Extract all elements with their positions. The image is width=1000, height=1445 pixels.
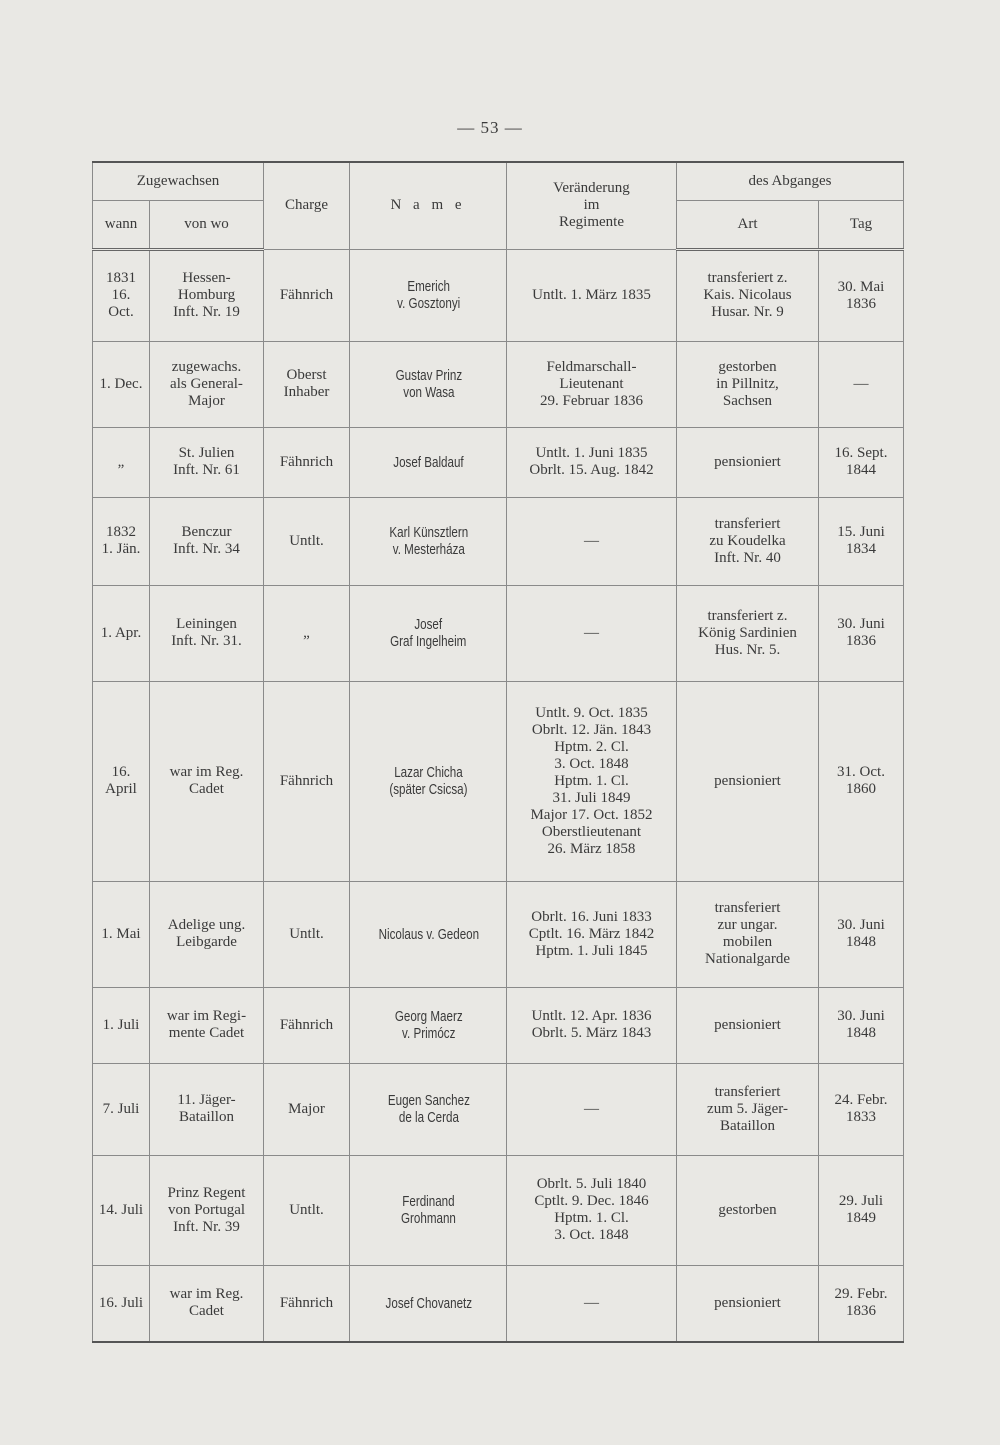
cell-veraenderung bbox=[507, 1063, 677, 1155]
tag-text: 29. Juli 1849 bbox=[838, 1193, 884, 1226]
cell-name bbox=[359, 585, 497, 681]
cell-name bbox=[359, 1063, 497, 1155]
tag-text: 31. Oct. 1860 bbox=[837, 764, 885, 797]
cell-wann bbox=[93, 249, 150, 341]
cell-von-wo bbox=[150, 1155, 264, 1265]
header-von-wo: von wo bbox=[150, 200, 264, 249]
von-wo-text: war im Reg. Cadet bbox=[169, 1286, 244, 1320]
cell-von-wo bbox=[150, 881, 264, 987]
von-wo-text: Leiningen Inft. Nr. 31. bbox=[171, 616, 242, 649]
table-row bbox=[93, 1265, 904, 1342]
veraenderung-text: Untlt. 9. Oct. 1835 Obrlt. 12. Jän. 1843 Hptm. 2. Cl. 3. Oct. 1848 Hptm. 1. Cl. 31. Juli 1849 Major 17. Oct. 1852 Oberstlieutenant 26. März 1858 bbox=[530, 704, 653, 857]
charge-text: Oberst Inhaber bbox=[283, 367, 330, 400]
cell-charge bbox=[264, 881, 350, 987]
cell-art bbox=[677, 585, 819, 681]
cell-name bbox=[359, 341, 497, 427]
table-row bbox=[93, 341, 904, 427]
cell-name bbox=[359, 427, 497, 497]
name-text: Gustav Prinz von Wasa bbox=[394, 367, 462, 401]
name-text: Emerich v. Gosztonyi bbox=[396, 278, 460, 312]
art-text: transferiert zur ungar. mobilen Nationalgarde bbox=[705, 900, 790, 967]
charge-text: Untlt. bbox=[289, 925, 324, 942]
veraenderung-text: Obrlt. 16. Juni 1833 Cptlt. 16. März 1842 Hptm. 1. Juli 1845 bbox=[528, 908, 655, 959]
cell-veraenderung bbox=[507, 249, 677, 341]
charge-text: „ bbox=[303, 624, 310, 641]
name-text: Josef Chovanetz bbox=[384, 1294, 472, 1312]
header-art: Art bbox=[677, 200, 819, 249]
cell-tag bbox=[819, 987, 904, 1063]
von-wo-text: 11. Jäger- Bataillon bbox=[177, 1092, 236, 1125]
cell-tag bbox=[819, 1155, 904, 1265]
art-text: pensioniert bbox=[714, 1294, 781, 1311]
tag-text: 30. Juni 1836 bbox=[837, 616, 885, 649]
veraenderung-text: Obrlt. 5. Juli 1840 Cptlt. 9. Dec. 1846 Hptm. 1. Cl. 3. Oct. 1848 bbox=[534, 1176, 649, 1243]
table-row bbox=[93, 987, 904, 1063]
cell-tag bbox=[819, 881, 904, 987]
charge-text: Fähnrich bbox=[279, 1016, 334, 1033]
cell-veraenderung bbox=[507, 987, 677, 1063]
name-text: Georg Maerz v. Primócz bbox=[394, 1008, 462, 1042]
table-row bbox=[93, 585, 904, 681]
cell-tag bbox=[819, 341, 904, 427]
charge-text: Untlt. bbox=[289, 532, 324, 549]
cell-veraenderung bbox=[507, 1265, 677, 1342]
cell-charge bbox=[264, 1155, 350, 1265]
von-wo-text: Benczur Inft. Nr. 34 bbox=[173, 524, 240, 557]
charge-text: Fähnrich bbox=[279, 286, 334, 303]
wann-text: 16. April bbox=[105, 764, 137, 797]
charge-text: Untlt. bbox=[289, 1201, 324, 1218]
name-text: Karl Künsztlern v. Mesterháza bbox=[388, 524, 468, 558]
cell-wann bbox=[93, 1155, 150, 1265]
cell-art bbox=[677, 249, 819, 341]
cell-name bbox=[359, 1265, 497, 1342]
cell-charge bbox=[264, 427, 350, 497]
tag-text: 15. Juni 1834 bbox=[837, 524, 885, 557]
name-text: Nicolaus v. Gedeon bbox=[377, 925, 479, 943]
cell-art bbox=[677, 341, 819, 427]
table-row bbox=[93, 1063, 904, 1155]
tag-text: 24. Febr. 1833 bbox=[834, 1092, 888, 1125]
veraenderung-text: — bbox=[584, 1100, 599, 1117]
table-row bbox=[93, 427, 904, 497]
tag-text: — bbox=[853, 375, 869, 392]
art-text: gestorben in Pillnitz, Sachsen bbox=[716, 358, 779, 409]
cell-tag bbox=[819, 1265, 904, 1342]
cell-art bbox=[677, 1063, 819, 1155]
cell-wann bbox=[93, 585, 150, 681]
cell-charge bbox=[264, 681, 350, 881]
cell-tag bbox=[819, 249, 904, 341]
tag-text: 30. Juni 1848 bbox=[837, 917, 885, 950]
cell-veraenderung bbox=[507, 881, 677, 987]
name-text: Josef Baldauf bbox=[392, 453, 464, 471]
cell-name bbox=[359, 881, 497, 987]
cell-charge bbox=[264, 249, 350, 341]
table-row bbox=[93, 881, 904, 987]
von-wo-text: zugewachs. als General- Major bbox=[170, 358, 243, 409]
charge-text: Fähnrich bbox=[279, 772, 334, 789]
cell-wann bbox=[93, 1265, 150, 1342]
page-number: — 53 — bbox=[457, 118, 523, 137]
von-wo-text: war im Reg. Cadet bbox=[169, 764, 244, 797]
table-row bbox=[93, 1155, 904, 1265]
cell-tag bbox=[819, 681, 904, 881]
wann-text: 1832 1. Jän. bbox=[101, 524, 141, 557]
wann-text: 16. Juli bbox=[98, 1294, 144, 1311]
cell-tag bbox=[819, 497, 904, 585]
veraenderung-text: Untlt. 12. Apr. 1836 Obrlt. 5. März 1843 bbox=[531, 1008, 652, 1041]
cell-name bbox=[359, 497, 497, 585]
cell-tag bbox=[819, 427, 904, 497]
art-text: pensioniert bbox=[714, 772, 781, 789]
wann-text: 1. Apr. bbox=[100, 624, 142, 641]
charge-text: Major bbox=[288, 1100, 325, 1117]
header-zugewachsen: Zugewachsen bbox=[93, 162, 264, 200]
cell-veraenderung bbox=[507, 585, 677, 681]
cell-von-wo bbox=[150, 681, 264, 881]
table-row bbox=[93, 249, 904, 341]
name-text: Josef Graf Ingelheim bbox=[389, 616, 467, 650]
header-wann: wann bbox=[93, 200, 150, 249]
wann-text: 14. Juli bbox=[98, 1201, 144, 1218]
cell-charge bbox=[264, 987, 350, 1063]
header-tag: Tag bbox=[819, 200, 904, 249]
cell-von-wo bbox=[150, 497, 264, 585]
cell-charge bbox=[264, 1265, 350, 1342]
cell-art bbox=[677, 427, 819, 497]
header-veraenderung: Veränderung im Regimente bbox=[507, 162, 677, 249]
cell-charge bbox=[264, 497, 350, 585]
wann-text: 1831 16. Oct. bbox=[106, 270, 136, 320]
header-charge: Charge bbox=[264, 162, 350, 249]
art-text: transferiert z. König Sardinien Hus. Nr. 5. bbox=[698, 607, 797, 658]
cell-wann bbox=[93, 427, 150, 497]
wann-text: 7. Juli bbox=[102, 1100, 140, 1117]
tag-text: 29. Febr. 1836 bbox=[834, 1286, 888, 1320]
table-row bbox=[93, 681, 904, 881]
cell-von-wo bbox=[150, 585, 264, 681]
art-text: pensioniert bbox=[714, 1016, 781, 1033]
cell-charge bbox=[264, 341, 350, 427]
cell-wann bbox=[93, 341, 150, 427]
cell-charge bbox=[264, 585, 350, 681]
cell-art bbox=[677, 497, 819, 585]
von-wo-text: Hessen- Homburg Inft. Nr. 19 bbox=[173, 270, 240, 320]
cell-art bbox=[677, 987, 819, 1063]
cell-art bbox=[677, 1155, 819, 1265]
cell-name bbox=[359, 249, 497, 341]
cell-veraenderung bbox=[507, 427, 677, 497]
tag-text: 16. Sept. 1844 bbox=[834, 445, 888, 478]
cell-veraenderung bbox=[507, 341, 677, 427]
art-text: gestorben bbox=[718, 1201, 777, 1218]
von-wo-text: Adelige ung. Leibgarde bbox=[167, 917, 246, 950]
cell-wann bbox=[93, 497, 150, 585]
art-text: pensioniert bbox=[714, 453, 781, 470]
veraenderung-text: — bbox=[584, 532, 599, 549]
wann-text: 1. Mai bbox=[101, 925, 141, 942]
name-text: Ferdinand Grohmann bbox=[400, 1193, 456, 1227]
cell-von-wo bbox=[150, 1265, 264, 1342]
art-text: transferiert zu Koudelka Inft. Nr. 40 bbox=[709, 515, 786, 566]
header-name: N a m e bbox=[350, 162, 507, 249]
header-abgang: des Abganges bbox=[677, 162, 904, 200]
register-table bbox=[92, 161, 904, 1343]
von-wo-text: war im Regi- mente Cadet bbox=[166, 1008, 247, 1041]
tag-text: 30. Juni 1848 bbox=[837, 1008, 885, 1041]
cell-wann bbox=[93, 987, 150, 1063]
cell-veraenderung bbox=[507, 497, 677, 585]
cell-name bbox=[359, 681, 497, 881]
art-text: transferiert z. Kais. Nicolaus Husar. Nr. 9 bbox=[703, 270, 792, 320]
veraenderung-text: Untlt. 1. Juni 1835 Obrlt. 15. Aug. 1842 bbox=[529, 445, 654, 478]
veraenderung-text: Feldmarschall- Lieutenant 29. Februar 1836 bbox=[540, 358, 643, 409]
charge-text: Fähnrich bbox=[279, 1294, 334, 1311]
von-wo-text: Prinz Regent von Portugal Inft. Nr. 39 bbox=[167, 1184, 246, 1235]
cell-tag bbox=[819, 585, 904, 681]
wann-text: 1. Dec. bbox=[99, 375, 143, 392]
cell-veraenderung bbox=[507, 1155, 677, 1265]
cell-von-wo bbox=[150, 249, 264, 341]
name-text: Eugen Sanchez de la Cerda bbox=[386, 1092, 470, 1126]
charge-text: Fähnrich bbox=[279, 453, 334, 470]
wann-text: 1. Juli bbox=[102, 1016, 140, 1033]
cell-name bbox=[359, 987, 497, 1063]
cell-art bbox=[677, 881, 819, 987]
von-wo-text: St. Julien Inft. Nr. 61 bbox=[173, 445, 240, 478]
cell-charge bbox=[264, 1063, 350, 1155]
name-text: Lazar Chicha (später Csicsa) bbox=[388, 764, 468, 798]
cell-von-wo bbox=[150, 427, 264, 497]
cell-von-wo bbox=[150, 987, 264, 1063]
cell-art bbox=[677, 1265, 819, 1342]
veraenderung-text: — bbox=[584, 624, 599, 641]
cell-art bbox=[677, 681, 819, 881]
tag-text: 30. Mai 1836 bbox=[837, 278, 885, 312]
veraenderung-text: — bbox=[584, 1294, 599, 1311]
wann-text: „ bbox=[117, 453, 125, 470]
table-row bbox=[93, 497, 904, 585]
veraenderung-text: Untlt. 1. März 1835 bbox=[532, 286, 651, 303]
cell-wann bbox=[93, 681, 150, 881]
cell-veraenderung bbox=[507, 681, 677, 881]
art-text: transferiert zum 5. Jäger- Bataillon bbox=[707, 1083, 788, 1134]
cell-name bbox=[359, 1155, 497, 1265]
cell-wann bbox=[93, 881, 150, 987]
cell-tag bbox=[819, 1063, 904, 1155]
cell-wann bbox=[93, 1063, 150, 1155]
cell-von-wo bbox=[150, 1063, 264, 1155]
cell-von-wo bbox=[150, 341, 264, 427]
